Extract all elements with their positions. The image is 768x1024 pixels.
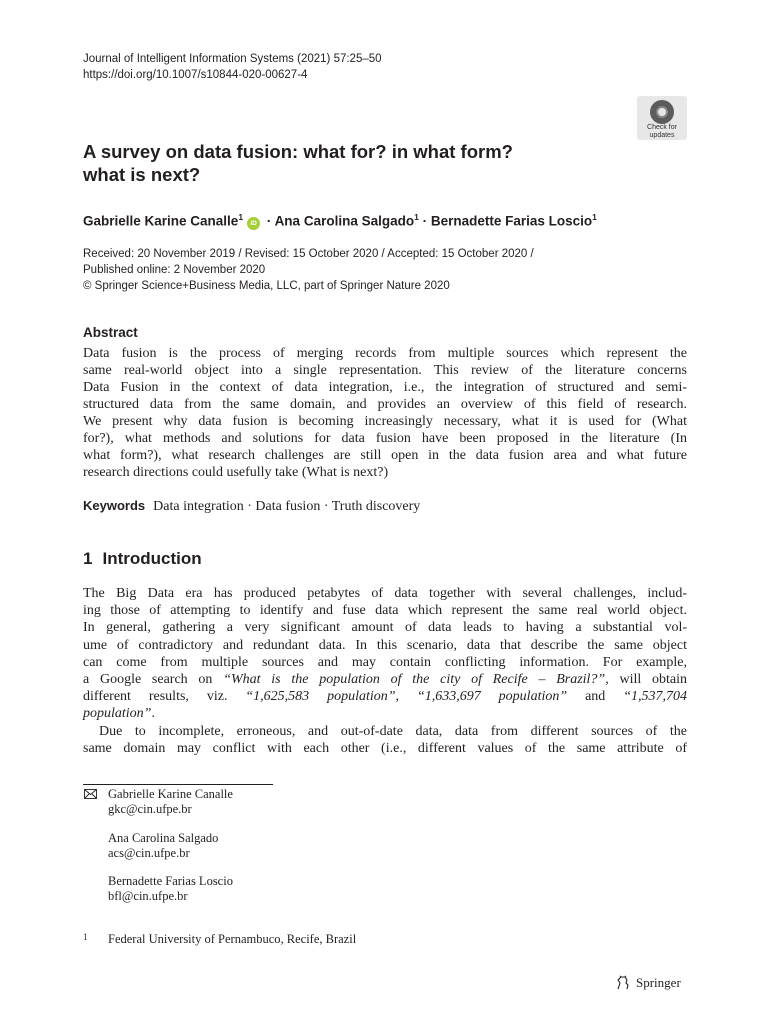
body-line <box>83 723 687 740</box>
contact-email[interactable]: gkc@cin.ufpe.br <box>108 802 192 816</box>
body-line <box>83 705 687 722</box>
affiliation-marker: 1 <box>592 212 597 222</box>
section-heading <box>83 549 202 569</box>
mail-icon <box>84 789 97 799</box>
affiliation-text: Federal University of Pernambuco, Recife, Brazil <box>108 932 357 946</box>
affiliation-number: 1 <box>83 932 88 942</box>
body-text: different results, viz. <box>83 689 246 705</box>
abstract-line: We present why data fusion is becoming increasingly necessary, what it is used for (What <box>83 414 687 429</box>
body-text: a Google search on <box>83 672 224 687</box>
body-text: , will obtain <box>605 672 687 687</box>
abstract-heading: Abstract <box>83 325 138 340</box>
italic-text: “What is the population of the city of Recife – Brazil?” <box>223 672 606 687</box>
body-line <box>83 671 687 688</box>
contact-name: Bernadette Farias Loscio <box>108 874 233 888</box>
check-updates-icon <box>650 100 674 124</box>
author-name: Bernadette Farias Loscio <box>430 213 593 229</box>
title-line-2: what is next? <box>83 164 201 185</box>
keywords-label: Keywords <box>83 498 146 513</box>
contact-email[interactable]: acs@cin.ufpe.br <box>108 846 190 860</box>
check-updates-label-2: updates <box>649 132 675 139</box>
body-text: can come from multiple sources and may contain conflicting information. For example, <box>83 654 687 670</box>
keyword: Data fusion <box>255 499 321 514</box>
body-text: . <box>151 706 155 722</box>
abstract-line: for?), what methods and solutions for data fusion have been proposed in the literature (In <box>83 431 687 446</box>
section-number: 1 <box>83 549 93 568</box>
abstract-line: Data Fusion in the context of data integration, i.e., the integration of structured and semi- <box>83 380 687 395</box>
abstract-line: Data fusion is the process of merging records from multiple sources which represent the <box>83 346 687 361</box>
abstract-line: same real-world object into a single representation. This review of the literature concerns <box>83 363 687 378</box>
title-line-1: A survey on data fusion: what for? in what form? <box>83 141 513 162</box>
italic-text: “1,625,583 population” <box>245 689 396 705</box>
dates-received-line: Received: 20 November 2019 / Revised: 15 October 2020 / Accepted: 15 October 2020 / <box>83 248 534 260</box>
copyright-line: © Springer Science+Business Media, LLC, part of Springer Nature 2020 <box>83 280 450 292</box>
body-line <box>83 602 687 619</box>
affiliation-marker: 1 <box>238 212 244 222</box>
author-separator: · <box>418 213 431 229</box>
springer-horse-icon <box>615 975 631 991</box>
body-text: ing those of attempting to identify and fuse data which represent the same real world object. <box>83 603 687 619</box>
author-separator: · <box>263 213 275 229</box>
publication-dates <box>83 246 534 294</box>
check-updates-label-1: Check for <box>647 124 677 131</box>
section-title: Introduction <box>102 549 202 568</box>
body-text: same domain may conflict with each other (i.e., different values of the same attribute of <box>83 740 687 756</box>
keyword-separator: · <box>320 499 332 514</box>
dates-published-line: Published online: 2 November 2020 <box>83 264 266 276</box>
abstract-line: research directions could usefully take (What is next?) <box>83 465 389 480</box>
keyword: Data integration <box>153 499 244 514</box>
abstract-line: what form?), what research challenges are still open in the data fusion area and what future <box>83 448 687 463</box>
italic-text: population” <box>83 706 152 722</box>
author-name: Gabrielle Karine Canalle <box>83 213 239 229</box>
journal-citation: Journal of Intelligent Information Systems (2021) 57:25–50 <box>83 53 382 65</box>
keyword: Truth discovery <box>331 499 421 514</box>
italic-text: “1,633,697 population” <box>416 689 568 705</box>
italic-text: “1,537,704 <box>623 689 687 705</box>
publisher-name: Springer <box>636 975 681 990</box>
body-text: Due to incomplete, erroneous, and out-of-date data, data from different sources of the <box>99 723 687 739</box>
keywords-row <box>83 498 420 515</box>
body-line <box>83 619 687 636</box>
footnote-divider <box>83 784 273 785</box>
keyword-separator: · <box>243 499 256 514</box>
journal-header <box>83 51 382 83</box>
body-line <box>83 740 687 757</box>
contact-name: Gabrielle Karine Canalle <box>108 787 233 801</box>
body-text: , <box>395 689 417 705</box>
affiliation-marker: 1 <box>414 212 419 222</box>
body-text: and <box>567 689 624 705</box>
body-line <box>83 688 687 705</box>
body-line <box>83 654 687 671</box>
contact-email[interactable]: bfl@cin.ufpe.br <box>108 889 188 903</box>
author-name: Ana Carolina Salgado <box>274 213 415 229</box>
body-text: ume of contradictory and redundant data. In this scenario, data that describe the same object <box>83 637 687 653</box>
doi-link[interactable]: https://doi.org/10.1007/s10844-020-00627-4 <box>83 69 308 81</box>
orcid-icon[interactable]: iD <box>247 217 260 230</box>
check-for-updates-badge[interactable] <box>637 96 687 140</box>
body-text: In general, gathering a very significant amount of data leads to having a substantial vol- <box>83 620 687 636</box>
body-line <box>83 637 687 654</box>
springer-logo <box>615 975 681 991</box>
body-text: The Big Data era has produced petabytes of data together with several challenges, includ- <box>83 586 687 601</box>
author-list <box>83 208 597 231</box>
contact-name: Ana Carolina Salgado <box>108 831 219 845</box>
paper-title <box>83 140 623 186</box>
abstract-line: structured data from the same domain, and provides an overview of this field of research. <box>83 397 687 412</box>
body-line <box>83 585 687 602</box>
